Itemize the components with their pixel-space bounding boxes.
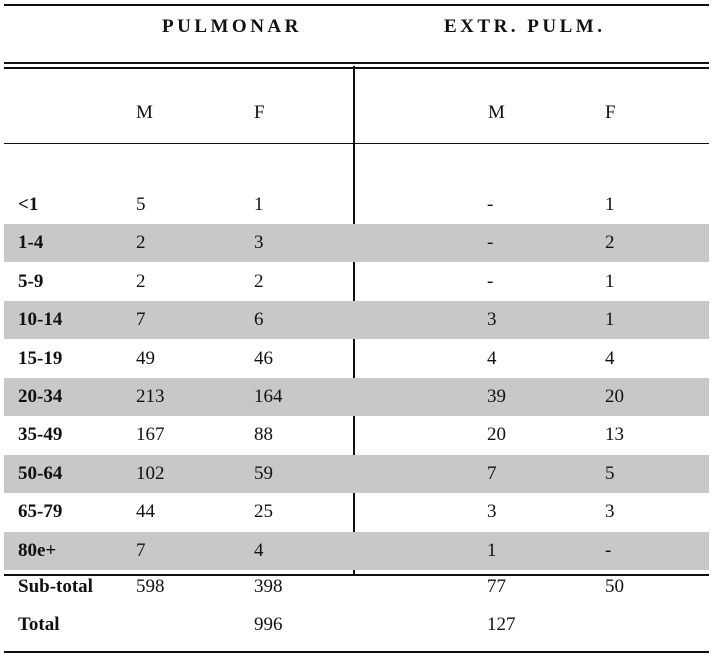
cell-pulmonar-f: 25 <box>254 501 273 523</box>
table-row <box>4 340 709 378</box>
subheader-rule <box>4 143 709 144</box>
cell-pulmonar-m: 7 <box>136 309 146 331</box>
cell-pulmonar-f: 59 <box>254 462 273 484</box>
cell-pulmonar-f: 4 <box>254 539 264 561</box>
row-label: 35-49 <box>18 424 63 446</box>
subtotal-extr-m: 77 <box>487 576 506 597</box>
cell-extr-f: - <box>605 539 612 561</box>
total-extr-pulm: 127 <box>487 614 516 635</box>
row-label: 15-19 <box>18 347 63 369</box>
cell-extr-m: 3 <box>487 309 497 331</box>
table-row <box>4 416 709 454</box>
cell-extr-m: - <box>487 270 494 292</box>
cell-pulmonar-m: 2 <box>136 232 146 254</box>
row-label: 5-9 <box>18 270 44 292</box>
subheader-extr-m: M <box>488 102 505 123</box>
cell-pulmonar-m: 2 <box>136 270 146 292</box>
subtotal-label: Sub-total <box>18 576 93 597</box>
subheader-extr-f: F <box>605 102 616 123</box>
total-row <box>4 606 709 644</box>
cell-extr-f: 1 <box>605 270 615 292</box>
cell-pulmonar-f: 164 <box>254 386 283 407</box>
subtotal-extr-f: 50 <box>605 576 624 597</box>
top-rule <box>4 4 709 6</box>
row-label: 80e+ <box>18 539 57 561</box>
row-label: 1-4 <box>18 232 44 254</box>
cell-extr-m: 3 <box>487 501 497 523</box>
cell-pulmonar-m: 167 <box>136 424 165 446</box>
table-row <box>4 532 709 570</box>
table-row <box>4 263 709 301</box>
cell-extr-f: 2 <box>605 232 615 254</box>
cell-pulmonar-f: 88 <box>254 424 273 446</box>
cell-extr-f: 13 <box>605 424 624 446</box>
bottom-rule <box>4 651 709 653</box>
subtotal-pulmonar-f: 398 <box>254 576 283 597</box>
header-double-rule-top <box>4 62 709 64</box>
table-row <box>4 455 709 493</box>
cell-pulmonar-f: 1 <box>254 194 264 215</box>
cell-extr-m: 39 <box>487 386 506 407</box>
cell-pulmonar-m: 102 <box>136 462 165 484</box>
header-pulmonar: PULMONAR <box>162 16 302 37</box>
cell-extr-m: 1 <box>487 539 497 561</box>
table-row <box>4 224 709 262</box>
total-pulmonar: 996 <box>254 614 283 635</box>
cell-extr-f: 4 <box>605 347 615 369</box>
cell-extr-m: - <box>487 232 494 254</box>
cell-pulmonar-m: 7 <box>136 539 146 561</box>
subtotal-row <box>4 568 709 606</box>
cell-pulmonar-f: 46 <box>254 347 273 369</box>
table-row <box>4 186 709 224</box>
cell-pulmonar-f: 6 <box>254 309 264 331</box>
table-row <box>4 493 709 531</box>
cell-extr-f: 3 <box>605 501 615 523</box>
subheader-pulmonar-f: F <box>254 102 265 123</box>
cell-extr-m: - <box>487 194 494 215</box>
cell-pulmonar-f: 2 <box>254 270 264 292</box>
table-row <box>4 301 709 339</box>
row-label: 10-14 <box>18 309 63 331</box>
row-label: 50-64 <box>18 462 63 484</box>
cell-pulmonar-m: 44 <box>136 501 155 523</box>
header-extr-pulm: EXTR. PULM. <box>444 16 606 37</box>
cell-pulmonar-m: 5 <box>136 194 146 215</box>
cell-extr-f: 5 <box>605 462 615 484</box>
header-double-rule-bottom <box>4 67 709 69</box>
total-label: Total <box>18 614 60 635</box>
cell-extr-m: 4 <box>487 347 497 369</box>
cell-extr-m: 20 <box>487 424 506 446</box>
cell-extr-m: 7 <box>487 462 497 484</box>
cell-pulmonar-m: 49 <box>136 347 155 369</box>
row-label: <1 <box>18 194 39 215</box>
subtotal-pulmonar-m: 598 <box>136 576 165 597</box>
cell-extr-f: 1 <box>605 309 615 331</box>
cell-pulmonar-f: 3 <box>254 232 264 254</box>
row-label: 65-79 <box>18 501 63 523</box>
cell-extr-f: 1 <box>605 194 615 215</box>
cell-pulmonar-m: 213 <box>136 386 165 407</box>
table-row <box>4 378 709 416</box>
subheader-pulmonar-m: M <box>136 102 153 123</box>
row-label: 20-34 <box>18 386 63 407</box>
cell-extr-f: 20 <box>605 386 624 407</box>
